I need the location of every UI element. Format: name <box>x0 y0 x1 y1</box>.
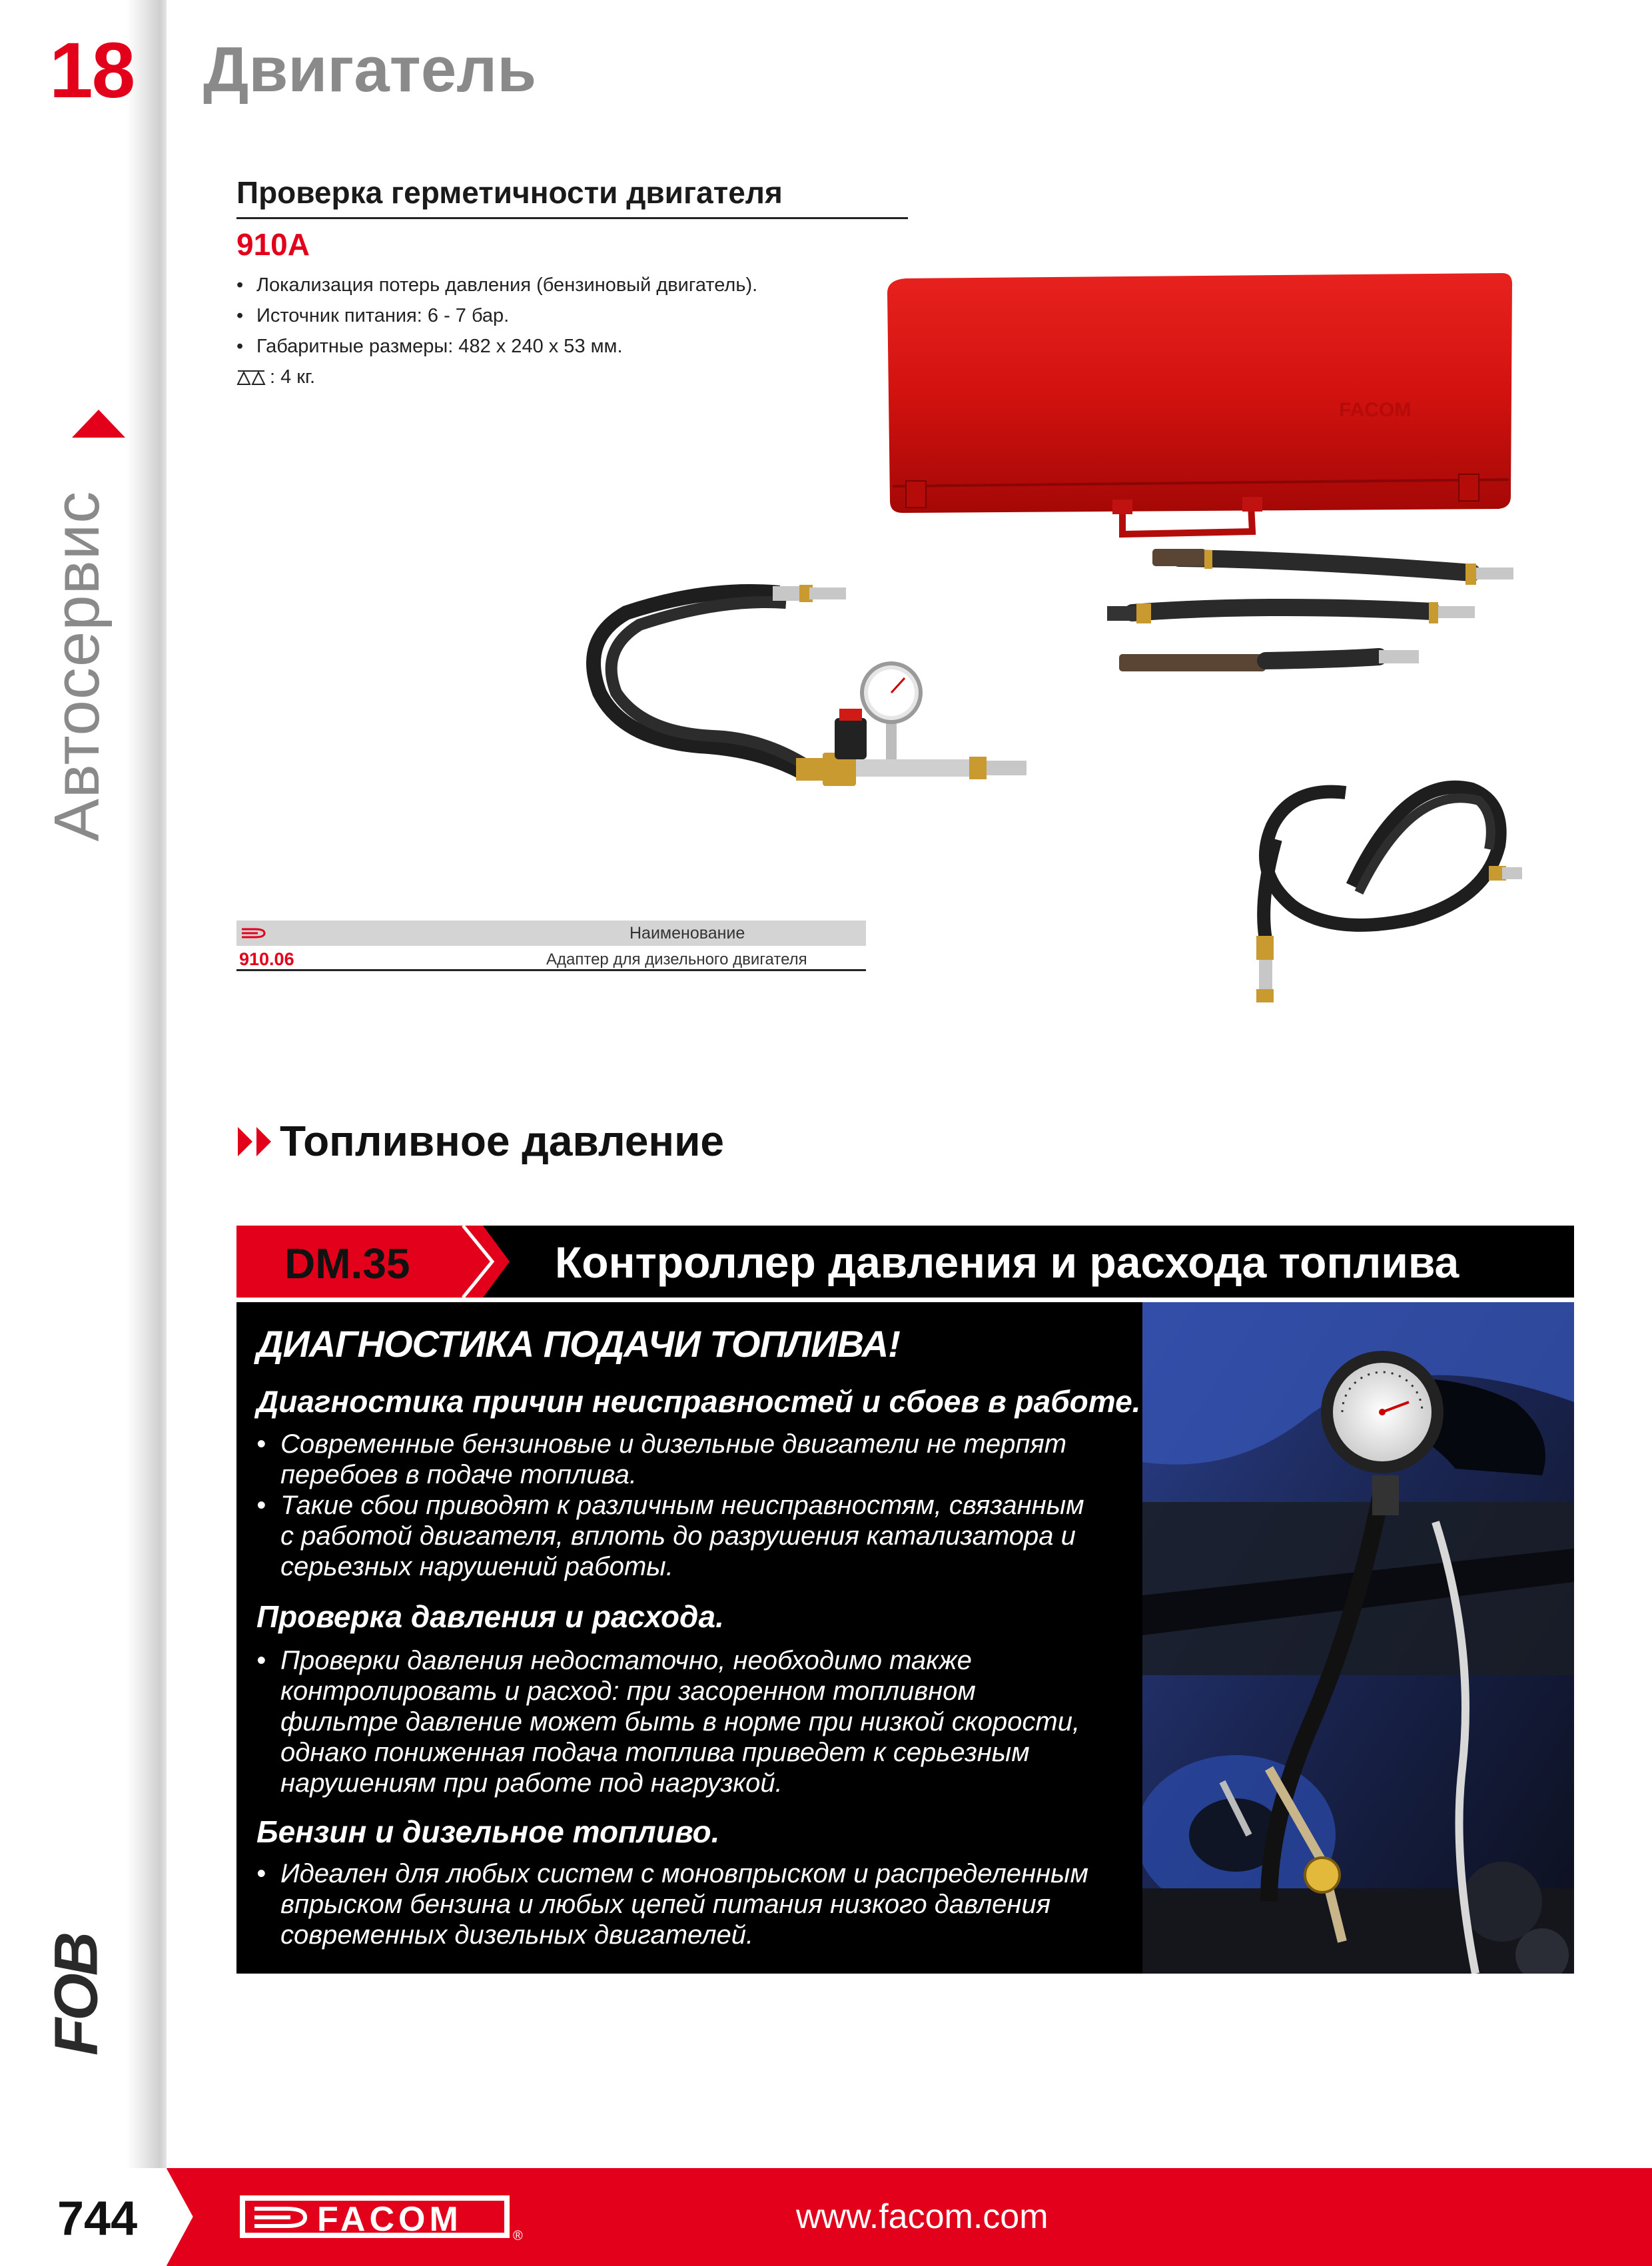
panel-subtitle: Бензин и дизельное топливо. <box>256 1814 720 1849</box>
sidebar-section-label: Автосервис <box>41 490 113 842</box>
panel-bullet: • Идеален для любых систем с моновпрыском и распределенным впрыском бензина и любых цепей питания низкого давления современных дизельных двигателей. <box>256 1859 1088 1950</box>
facom-logo-text: FACOM <box>317 2200 462 2239</box>
fob-logo: FOB <box>42 1934 111 2056</box>
spec-item: • Источник питания: 6 - 7 бар. <box>236 305 510 326</box>
feature-panel <box>236 1302 1142 1974</box>
sidebar <box>0 0 167 2266</box>
facom-logo <box>240 2195 510 2238</box>
svg-text:FACOM: FACOM <box>1339 399 1412 421</box>
panel-subtitle: Диагностика причин неисправностей и сбоев в работе. <box>256 1384 1141 1419</box>
table-cell-desc: Адаптер для дизельного двигателя <box>546 950 807 968</box>
panel-bullet: • Такие сбои приводят к различным неисправностям, связанным с работой двигателя, вплоть до разрушения катализатора и серьезных нарушений работы. <box>256 1491 1084 1581</box>
page-number: 744 <box>57 2192 138 2245</box>
column-header-name: Наименование <box>629 924 745 943</box>
engine-bay-photo <box>1142 1302 1574 1974</box>
fuel-pressure-gauge-image <box>1142 1302 1574 1974</box>
table-row <box>236 946 866 971</box>
section-divider <box>236 217 908 219</box>
double-arrow-icon <box>236 1126 278 1158</box>
product-title-bar <box>236 1226 1574 1298</box>
website-link[interactable]: www.facom.com <box>796 2197 1048 2236</box>
panel-headline: ДИАГНОСТИКА ПОДАЧИ ТОПЛИВА! <box>256 1323 900 1365</box>
table-header <box>236 921 866 946</box>
panel-bullet: • Современные бензиновые и дизельные двигатели не терпят перебоев в подаче топлива. <box>256 1429 1067 1489</box>
subsection-heading: Топливное давление <box>280 1117 724 1165</box>
spec-item: • Локализация потерь давления (бензиновый двигатель). <box>236 274 758 296</box>
weight-scale-icon <box>236 369 266 386</box>
product-code: DM.35 <box>284 1240 410 1288</box>
spec-list <box>236 270 757 392</box>
facom-ref-icon <box>240 928 267 939</box>
product-title: Контроллер давления и расхода топлива <box>555 1238 1459 1287</box>
panel-bullet: • Проверки давления недостаточно, необходимо также контролировать и расход: при засоренном топливном фильтре давление может быть в норме при низкой скорости, однако пониженная подача топлива приведет к серьезным нарушениям при работе под нагрузкой. <box>256 1646 1080 1798</box>
panel-subtitle: Проверка давления и расхода. <box>256 1599 724 1634</box>
pressure-gauge-hose-image <box>586 566 1079 826</box>
triangle-marker-icon <box>72 410 125 438</box>
section-title: Проверка герметичности двигателя <box>236 175 783 210</box>
product-table <box>236 921 866 971</box>
product-reference: 910A <box>236 227 310 262</box>
spec-item: • Габаритные размеры: 482 x 240 x 53 мм. <box>236 336 623 357</box>
adapter-hoses-image <box>1099 540 1532 693</box>
diesel-adapter-hose-image <box>1192 766 1525 1012</box>
spec-item-weight: : 4 кг. <box>236 362 757 392</box>
table-cell-code: 910.06 <box>239 949 294 969</box>
chapter-title: Двигатель <box>203 34 537 105</box>
chapter-number: 18 <box>49 27 135 115</box>
facom-logo-icon <box>252 2206 310 2229</box>
toolbox-case-image <box>879 266 1519 546</box>
registered-mark: ® <box>513 2229 523 2243</box>
